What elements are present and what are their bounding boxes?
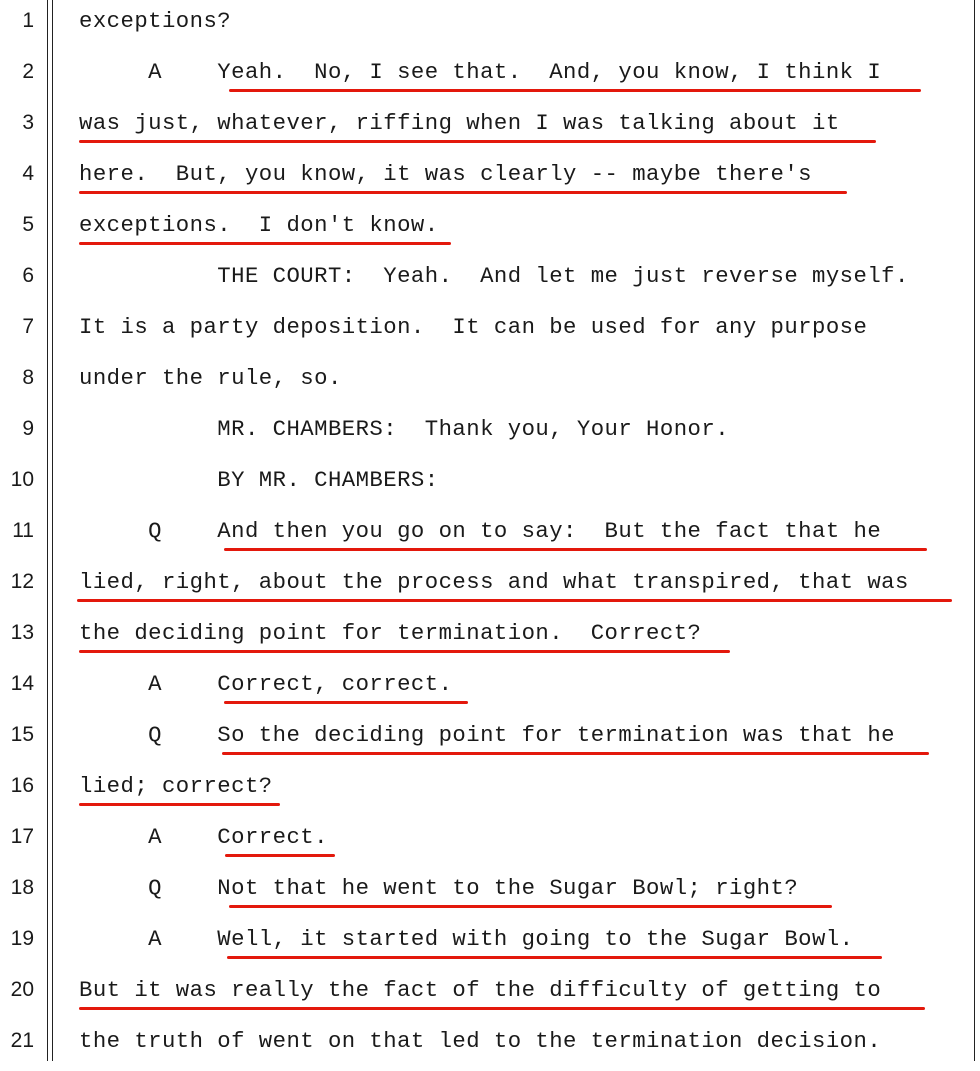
line-text: the truth of went on that led to the termination decision.	[79, 1028, 882, 1054]
transcript-line	[0, 102, 980, 153]
line-text: exceptions. I don't know.	[79, 212, 439, 238]
line-text: here. But, you know, it was clearly -- maybe there's	[79, 161, 813, 187]
red-underline	[225, 854, 335, 857]
line-text: exceptions?	[79, 8, 232, 34]
red-underline	[77, 599, 952, 602]
line-number: 11	[12, 519, 34, 542]
line-text: A Yeah. No, I see that. And, you know, I think I	[79, 59, 882, 85]
line-text: THE COURT: Yeah. And let me just reverse myself.	[79, 263, 909, 289]
red-underline	[224, 548, 927, 551]
red-underline	[224, 701, 468, 704]
line-number: 12	[10, 570, 34, 593]
transcript-line	[0, 765, 980, 816]
line-text: It is a party deposition. It can be used for any purpose	[79, 314, 868, 340]
line-number: 18	[10, 876, 34, 899]
red-underline	[79, 803, 280, 806]
line-text: lied; correct?	[79, 773, 273, 799]
transcript-line	[0, 816, 980, 867]
line-number: 9	[22, 417, 34, 440]
line-number: 10	[10, 468, 34, 491]
red-underline	[79, 650, 730, 653]
red-underline	[79, 1007, 925, 1010]
transcript-line	[0, 204, 980, 255]
transcript-line	[0, 306, 980, 357]
transcript-line	[0, 0, 980, 51]
line-number: 7	[22, 315, 34, 338]
line-number: 2	[22, 60, 34, 83]
line-number: 14	[10, 672, 34, 695]
transcript-line	[0, 612, 980, 663]
red-underline	[79, 242, 451, 245]
transcript-line	[0, 51, 980, 102]
transcript-line	[0, 153, 980, 204]
line-text: A Well, it started with going to the Sugar Bowl.	[79, 926, 854, 952]
line-text: Q And then you go on to say: But the fact that he	[79, 518, 882, 544]
red-underline	[229, 89, 921, 92]
transcript-line	[0, 459, 980, 510]
line-text: was just, whatever, riffing when I was talking about it	[79, 110, 840, 136]
line-number: 21	[10, 1029, 34, 1052]
line-text: the deciding point for termination. Correct?	[79, 620, 702, 646]
line-text: A Correct, correct.	[79, 671, 453, 697]
red-underline	[79, 140, 876, 143]
line-number: 8	[22, 366, 34, 389]
transcript-line	[0, 408, 980, 459]
red-underline	[229, 905, 832, 908]
line-text: MR. CHAMBERS: Thank you, Your Honor.	[79, 416, 730, 442]
transcript-line	[0, 1020, 980, 1071]
transcript-line	[0, 867, 980, 918]
transcript-line	[0, 969, 980, 1020]
line-text: BY MR. CHAMBERS:	[79, 467, 439, 493]
line-text: Q So the deciding point for termination was that he	[79, 722, 895, 748]
transcript-line	[0, 918, 980, 969]
red-underline	[227, 956, 882, 959]
line-number: 17	[10, 825, 34, 848]
line-number: 20	[10, 978, 34, 1001]
transcript-line	[0, 663, 980, 714]
transcript-line	[0, 510, 980, 561]
red-underline	[222, 752, 929, 755]
transcript-line	[0, 561, 980, 612]
transcript-line	[0, 714, 980, 765]
line-number: 6	[22, 264, 34, 287]
line-text: A Correct.	[79, 824, 328, 850]
line-number: 3	[22, 111, 34, 134]
line-text: But it was really the fact of the difficulty of getting to	[79, 977, 882, 1003]
line-number: 4	[22, 162, 34, 185]
line-number: 13	[10, 621, 34, 644]
transcript-line	[0, 357, 980, 408]
line-text: lied, right, about the process and what transpired, that was	[79, 569, 909, 595]
red-underline	[79, 191, 847, 194]
line-number: 16	[10, 774, 34, 797]
line-number: 15	[10, 723, 34, 746]
line-text: under the rule, so.	[79, 365, 342, 391]
line-text: Q Not that he went to the Sugar Bowl; right?	[79, 875, 799, 901]
line-number: 1	[22, 9, 34, 32]
transcript-line	[0, 255, 980, 306]
line-number: 5	[22, 213, 34, 236]
line-number: 19	[10, 927, 34, 950]
